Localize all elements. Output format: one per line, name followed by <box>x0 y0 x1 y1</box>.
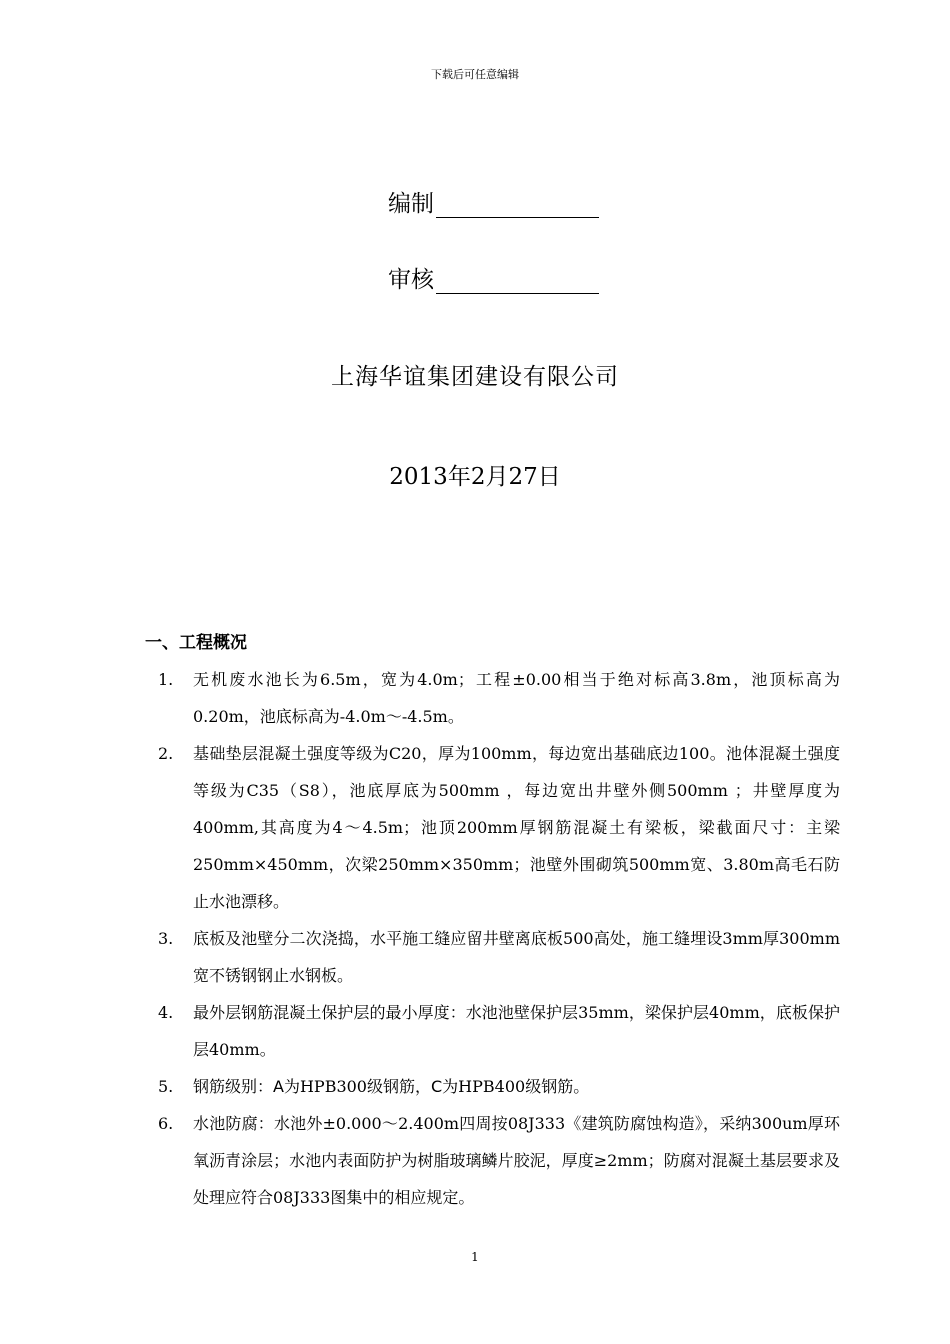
signature-line-compiler <box>436 195 599 218</box>
list-item-text: 最外层钢筋混凝土保护层的最小厚度：水池池壁保护层35mm，梁保护层40mm，底板保护层40mm。 <box>193 1003 840 1059</box>
steel-grade-a: A <box>273 1077 284 1096</box>
list-item-text-c: 为HPB400级钢筋。 <box>442 1077 590 1096</box>
list-item-number: 3. <box>158 929 174 948</box>
list-item <box>150 1068 840 1105</box>
list-item <box>150 994 840 1068</box>
page-number: 1 <box>471 1250 479 1264</box>
list-item <box>150 1105 840 1216</box>
signature-label-compiler: 编制 <box>388 191 434 217</box>
list-item <box>150 735 840 920</box>
list-item-number: 4. <box>158 1003 174 1022</box>
company-name: 上海华谊集团建设有限公司 <box>331 364 619 390</box>
list-item <box>150 920 840 994</box>
list-item-text: 水池防腐：水池外±0.000～2.400m四周按08J333《建筑防腐蚀构造》，采纳300um厚环氧沥青涂层；水池内表面防护为树脂玻璃鳞片胶泥，厚度≥2mm；防腐对混凝土基层要求及处理应符合08J333图集中的相应规定。 <box>193 1114 840 1207</box>
overview-list <box>150 661 840 1216</box>
section-title: 一、工程概况 <box>145 633 247 653</box>
list-item-number: 1. <box>158 670 174 689</box>
list-item-text: 基础垫层混凝土强度等级为C20，厚为100mm，每边宽出基础底边100。池体混凝土强度等级为C35（S8），池底厚底为500mm ，每边宽出井壁外侧500mm ；井壁厚度为400mm,其高度为4～4.5m；池顶200mm厚钢筋混凝土有梁板，梁截面尺寸：主梁250mm×450mm，次梁250mm×350mm；池壁外围砌筑500mm宽、3.80m高毛石防止水池漂移。 <box>193 744 840 911</box>
list-item-text: 无机废水池长为6.5m，宽为4.0m；工程±0.00相当于绝对标高3.8m，池顶标高为0.20m，池底标高为-4.0m～-4.5m。 <box>193 670 840 726</box>
signature-line-reviewer <box>436 271 599 294</box>
list-item-text-a: 钢筋级别： <box>193 1077 274 1096</box>
list-item-number: 2. <box>158 744 174 763</box>
signature-label-reviewer: 审核 <box>388 267 434 293</box>
signature-reviewer <box>388 261 599 294</box>
list-item-text: 底板及池壁分二次浇捣，水平施工缝应留井壁离底板500高处，施工缝埋设3mm厚300mm宽不锈钢钢止水钢板。 <box>193 929 840 985</box>
list-item-number: 5. <box>158 1077 174 1096</box>
list-item-text-b: 为HPB300级钢筋， <box>283 1077 431 1096</box>
document-date: 2013年2月27日 <box>389 464 561 490</box>
list-item <box>150 661 840 735</box>
steel-grade-c: C <box>431 1077 443 1096</box>
page-header: 下载后可任意编辑 <box>431 68 519 81</box>
signature-compiler <box>388 185 599 218</box>
list-item-number: 6. <box>158 1114 174 1133</box>
